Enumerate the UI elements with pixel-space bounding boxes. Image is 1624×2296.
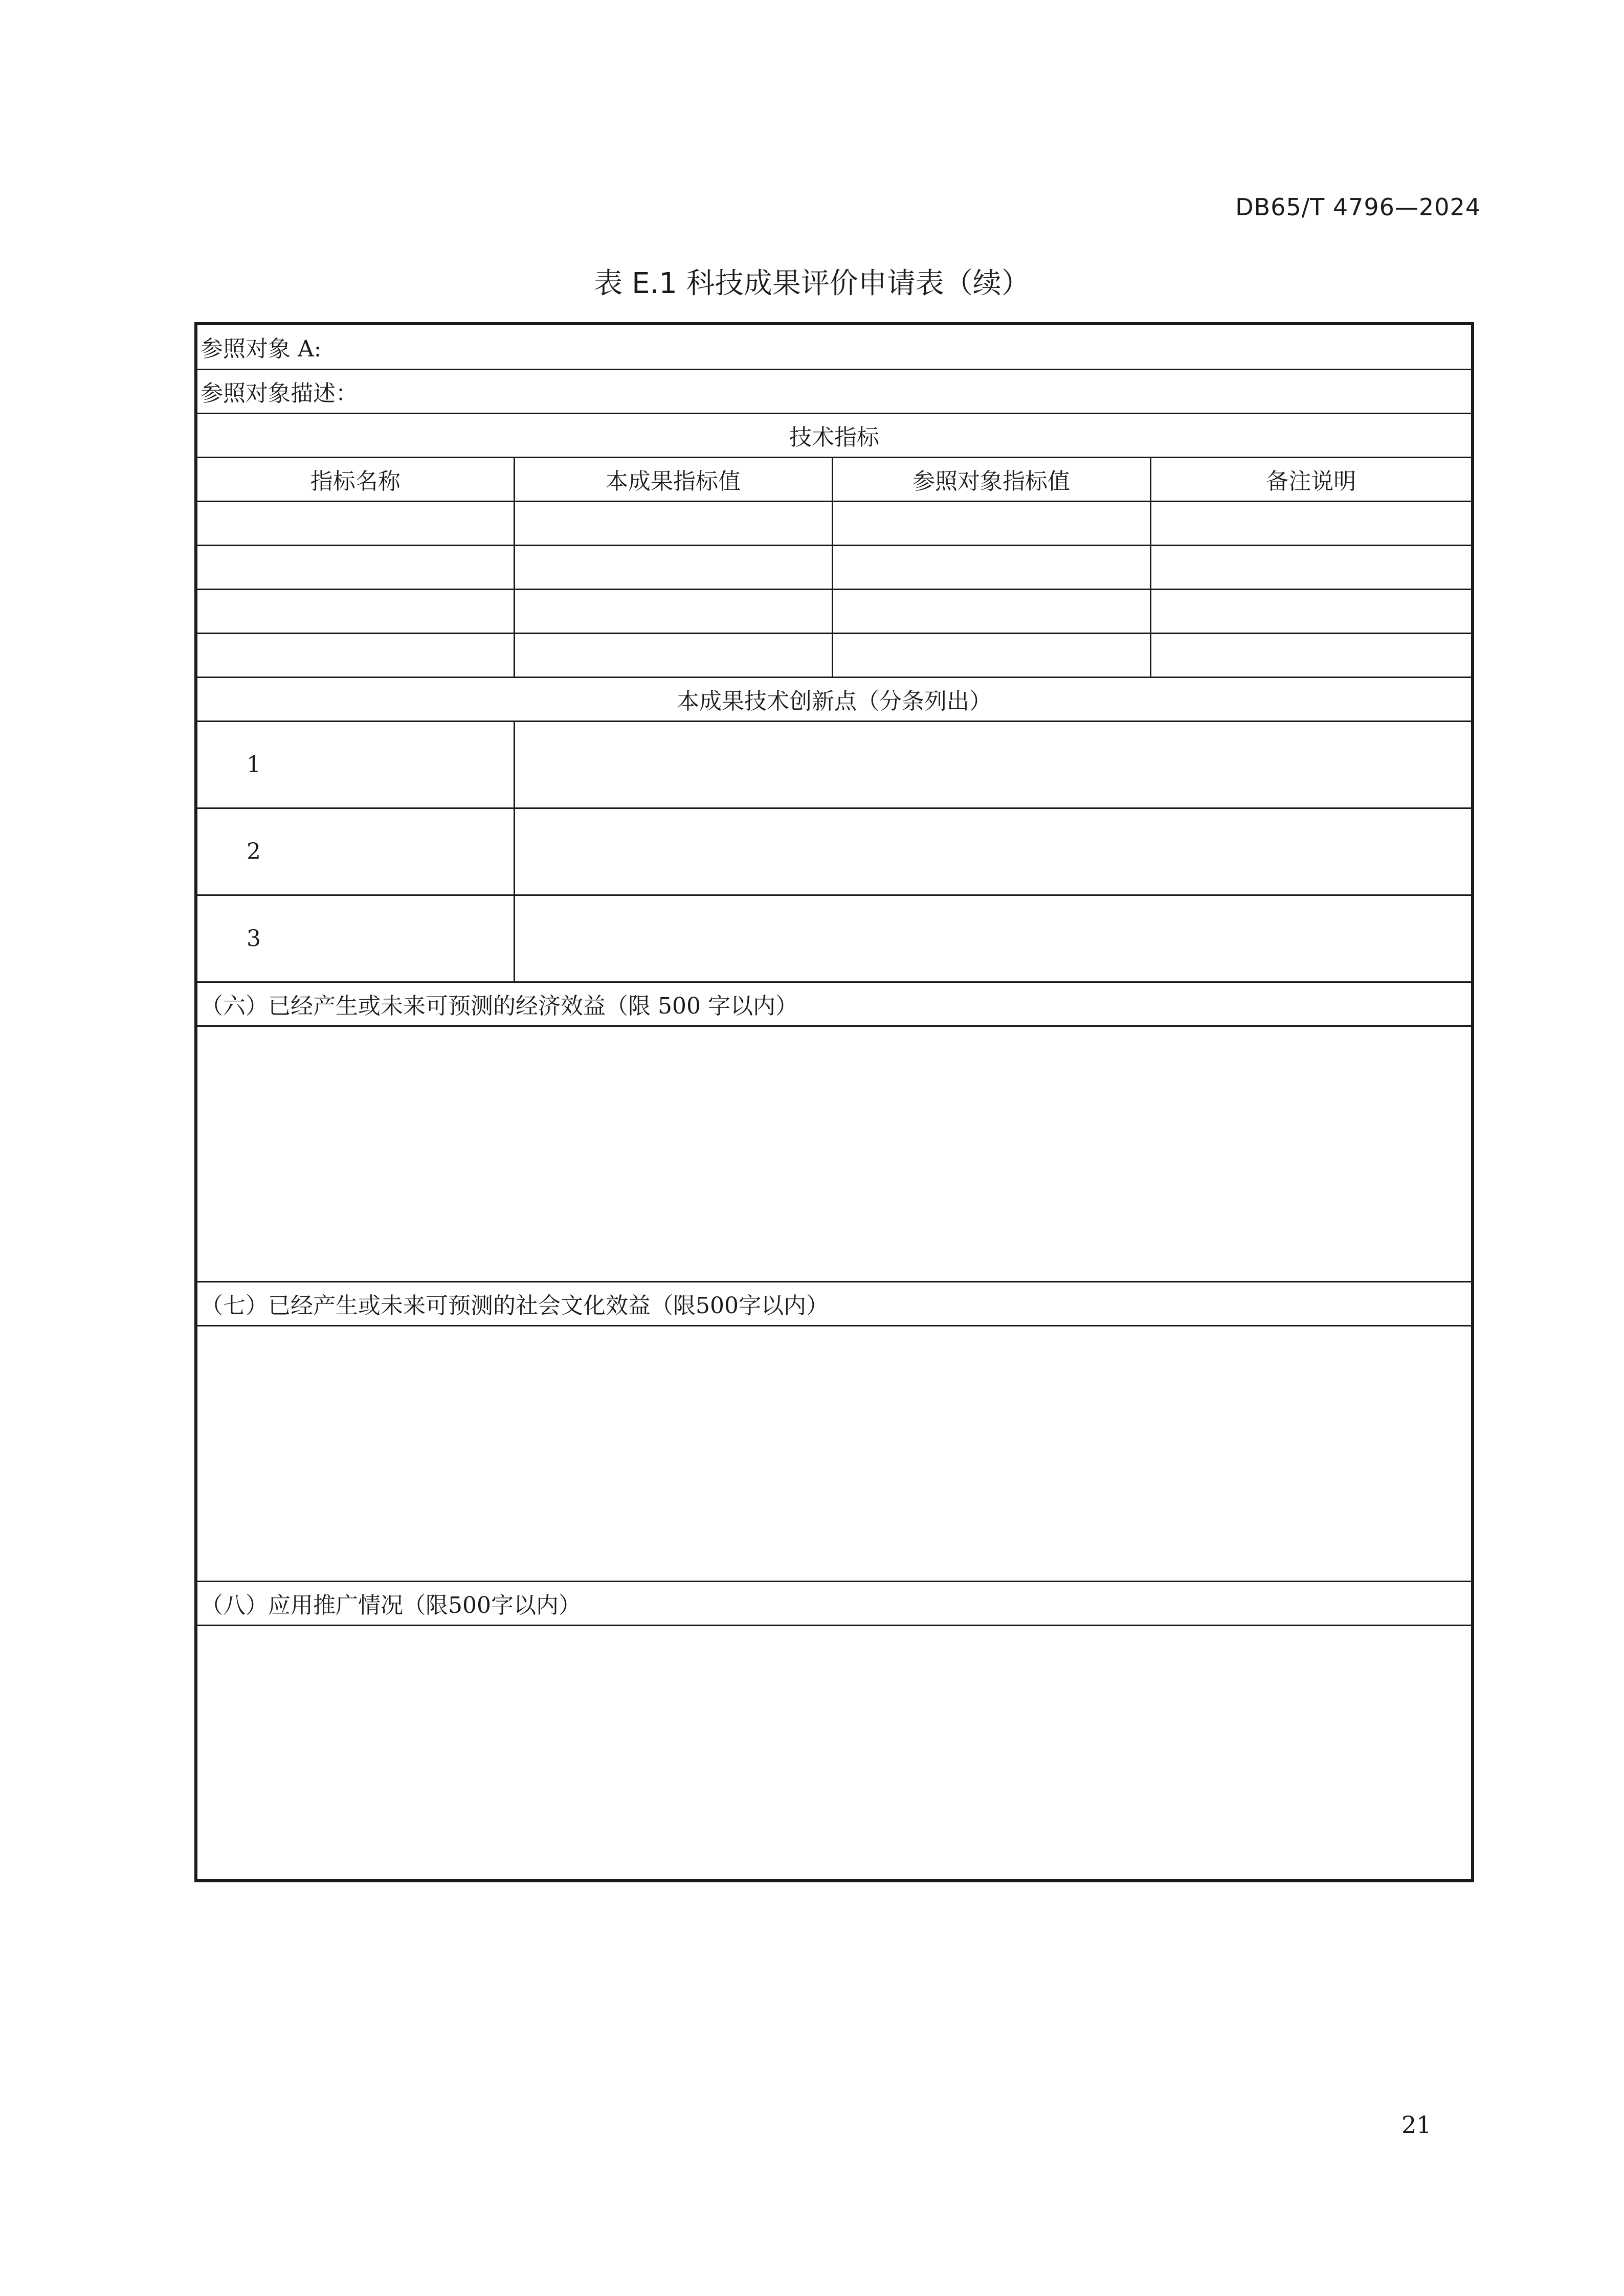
economic-content-row xyxy=(196,1026,1473,1281)
reference-desc-row xyxy=(196,369,1473,413)
innovation-item-row xyxy=(196,721,1473,808)
innovation-title: 本成果技术创新点（分条列出） xyxy=(196,677,1473,721)
social-label-row xyxy=(196,1281,1473,1325)
innovation-item-number: 2 xyxy=(196,808,514,895)
indicator-name-cell[interactable] xyxy=(196,589,514,633)
application-form-table xyxy=(194,322,1474,1882)
social-benefit-content[interactable] xyxy=(196,1325,1473,1581)
promotion-status-label: （八）应用推广情况（限500字以内） xyxy=(196,1581,1473,1625)
own-value-cell[interactable] xyxy=(514,633,832,677)
indicator-name-cell[interactable] xyxy=(196,545,514,589)
innovation-item-row xyxy=(196,808,1473,895)
reference-value-cell[interactable] xyxy=(832,501,1150,545)
innovation-item-content[interactable] xyxy=(514,808,1473,895)
table-row xyxy=(196,545,1473,589)
reference-object-row xyxy=(196,324,1473,369)
economic-benefit-content[interactable] xyxy=(196,1026,1473,1281)
promotion-content-row xyxy=(196,1625,1473,1881)
column-header-remarks: 备注说明 xyxy=(1150,457,1473,501)
column-header-reference-value: 参照对象指标值 xyxy=(832,457,1150,501)
remarks-cell[interactable] xyxy=(1150,545,1473,589)
own-value-cell[interactable] xyxy=(514,501,832,545)
indicator-name-cell[interactable] xyxy=(196,501,514,545)
tech-indicators-title: 技术指标 xyxy=(196,413,1473,457)
indicator-name-cell[interactable] xyxy=(196,633,514,677)
reference-value-cell[interactable] xyxy=(832,589,1150,633)
economic-benefit-label: （六）已经产生或未来可预测的经济效益（限 500 字以内） xyxy=(196,982,1473,1026)
innovation-title-row xyxy=(196,677,1473,721)
remarks-cell[interactable] xyxy=(1150,633,1473,677)
social-benefit-label: （七）已经产生或未来可预测的社会文化效益（限500字以内） xyxy=(196,1281,1473,1325)
reference-object-label[interactable]: 参照对象 A: xyxy=(196,324,1473,369)
own-value-cell[interactable] xyxy=(514,545,832,589)
reference-value-cell[interactable] xyxy=(832,633,1150,677)
promotion-status-content[interactable] xyxy=(196,1625,1473,1881)
economic-label-row xyxy=(196,982,1473,1026)
document-code: DB65/T 4796—2024 xyxy=(1235,193,1481,221)
reference-value-cell[interactable] xyxy=(832,545,1150,589)
table-row xyxy=(196,633,1473,677)
page-number: 21 xyxy=(1401,2111,1432,2139)
innovation-item-content[interactable] xyxy=(514,895,1473,982)
table-caption: 表 E.1 科技成果评价申请表（续） xyxy=(594,267,1030,300)
innovation-item-content[interactable] xyxy=(514,721,1473,808)
remarks-cell[interactable] xyxy=(1150,589,1473,633)
own-value-cell[interactable] xyxy=(514,589,832,633)
innovation-item-row xyxy=(196,895,1473,982)
innovation-item-number: 3 xyxy=(196,895,514,982)
table-row xyxy=(196,501,1473,545)
tech-indicators-title-row xyxy=(196,413,1473,457)
reference-desc-label[interactable]: 参照对象描述： xyxy=(196,369,1473,413)
promotion-label-row xyxy=(196,1581,1473,1625)
innovation-item-number: 1 xyxy=(196,721,514,808)
column-header-indicator-name: 指标名称 xyxy=(196,457,514,501)
remarks-cell[interactable] xyxy=(1150,501,1473,545)
tech-indicators-header-row xyxy=(196,457,1473,501)
table-row xyxy=(196,589,1473,633)
column-header-own-value: 本成果指标值 xyxy=(514,457,832,501)
social-content-row xyxy=(196,1325,1473,1581)
